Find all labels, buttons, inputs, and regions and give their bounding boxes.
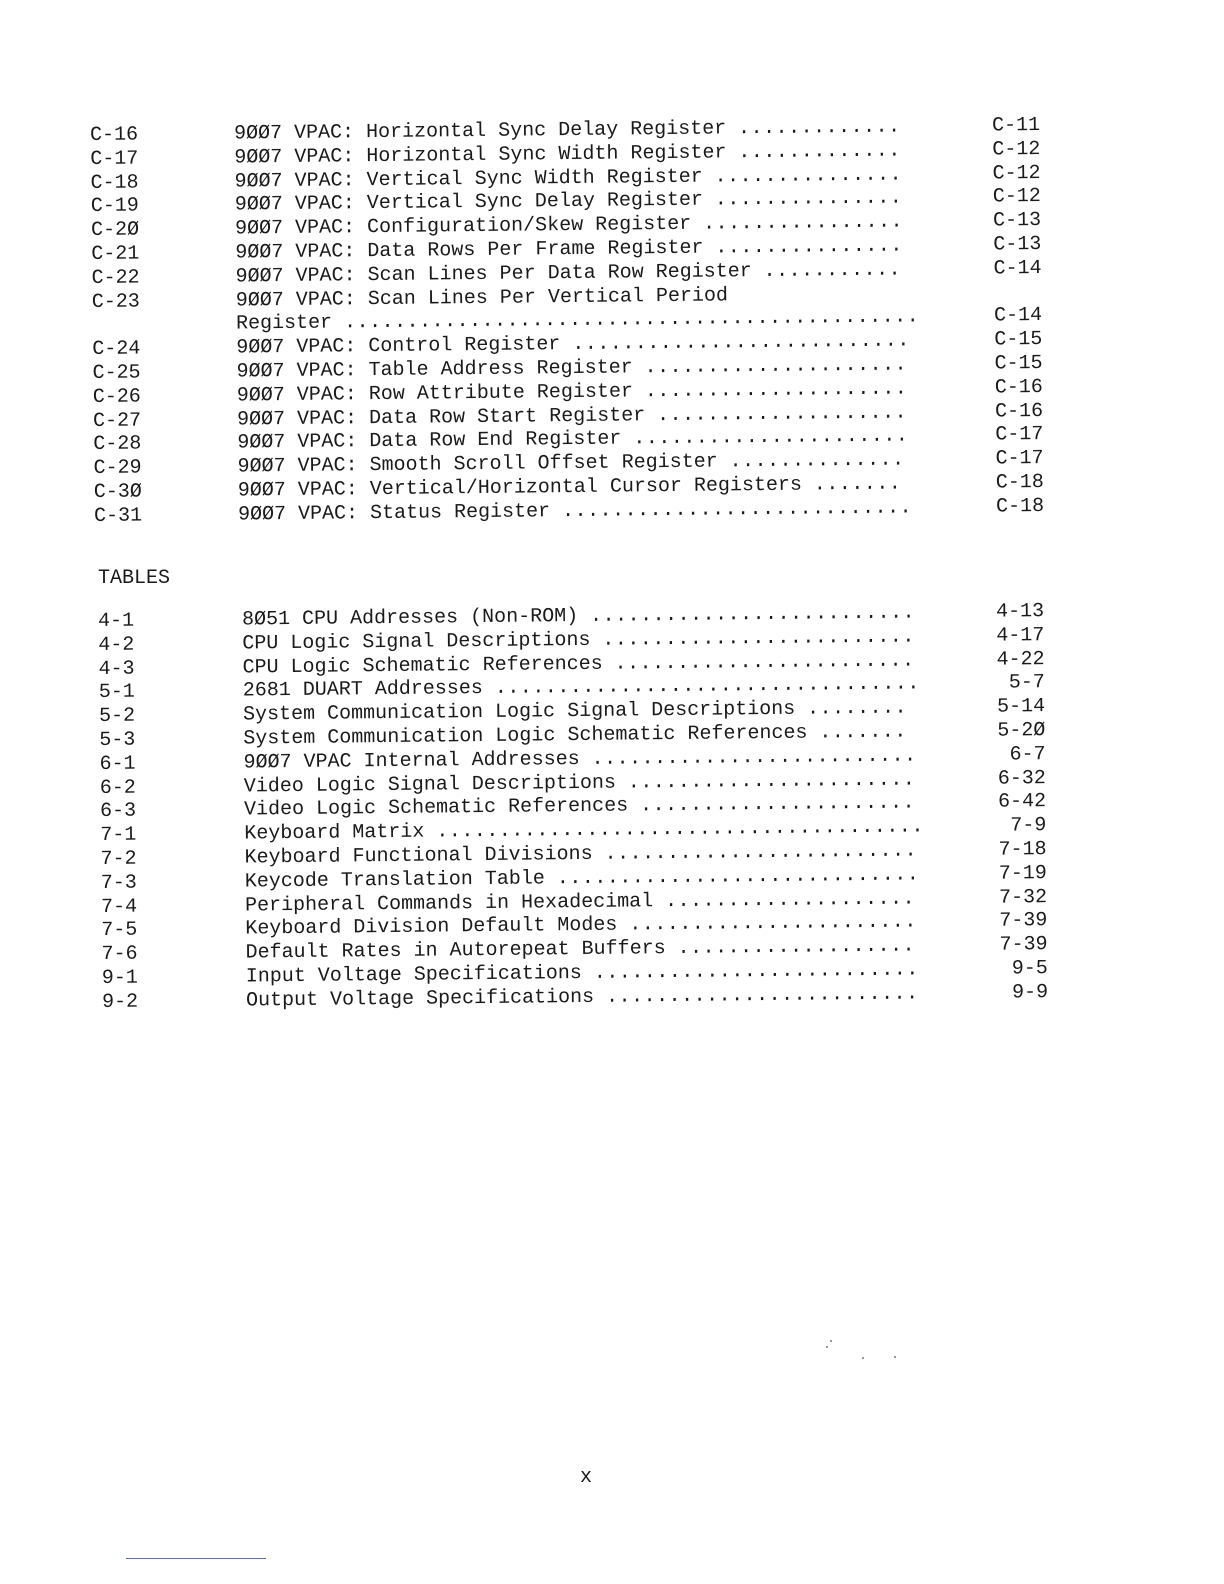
entry-number: 7-5	[101, 918, 138, 943]
dot-leader: ...................	[677, 934, 916, 961]
entry-page-ref: C-15	[994, 328, 1043, 352]
entry-number: C-18	[90, 171, 139, 195]
entry-title: 9ØØ7 VPAC: Horizontal Sync Delay Register	[233, 117, 727, 146]
entry-number: C-29	[93, 456, 142, 481]
entry-number: C-19	[90, 194, 140, 219]
dot-leader: ...............	[714, 163, 903, 189]
entry-title: 9ØØ7 VPAC: Data Rows Per Frame Register	[235, 236, 704, 265]
entry-title: 9ØØ7 VPAC: Scan Lines Per Vertical Period	[235, 283, 729, 313]
dot-leader: ..........................	[589, 601, 916, 628]
entry-number: C-28	[93, 432, 142, 457]
page-number: x	[580, 1466, 593, 1489]
entry-number: 7-4	[100, 895, 138, 919]
dot-leader: ..............................................	[343, 305, 920, 335]
dot-leader: .........................	[602, 625, 916, 652]
dot-leader: ......................	[633, 424, 909, 451]
entry-title: System Communication Logic Signal Descriptions	[242, 697, 796, 727]
entry-page-ref: 9-9	[1011, 980, 1049, 1005]
entry-title: Keycode Translation Table	[244, 867, 546, 894]
entry-title: 9ØØ7 VPAC: Scan Lines Per Data Row Register	[235, 259, 752, 289]
entry-title: System Communication Logic Schematic References	[243, 721, 808, 751]
entry-title: Keyboard Matrix	[244, 820, 425, 846]
dot-leader: .......	[813, 472, 902, 497]
entry-number: 5-3	[99, 728, 136, 752]
dot-leader: .........................	[605, 982, 919, 1009]
entry-page-ref: 6-7	[1009, 742, 1046, 767]
entry-number: C-31	[93, 504, 143, 528]
dot-leader: ....................	[656, 401, 908, 427]
entry-page-ref: 4-22	[996, 647, 1045, 672]
tables-heading: TABLES	[98, 567, 171, 590]
entry-number: C-27	[92, 409, 142, 433]
entry-page-ref: C-18	[995, 470, 1044, 495]
entry-page-ref: 7-39	[999, 909, 1048, 933]
entry-page-ref: 4-13	[995, 600, 1045, 624]
dot-leader: .....................	[644, 353, 908, 380]
dot-leader: .......................................	[436, 815, 925, 844]
entry-page-ref: 7-32	[998, 885, 1048, 910]
entry-page-ref: 6-42	[997, 790, 1047, 814]
entry-page-ref: C-16	[994, 375, 1043, 400]
dot-leader: ....................	[664, 887, 916, 913]
entry-page-ref: 6-32	[997, 766, 1046, 791]
entry-page-ref: C-12	[992, 161, 1041, 186]
entry-title: Output Voltage Specifications	[245, 985, 595, 1013]
entry-page-ref: C-13	[992, 209, 1042, 233]
entry-page-ref: C-18	[995, 494, 1045, 519]
dot-leader: ................	[702, 210, 904, 236]
figures-list	[90, 114, 1044, 528]
entry-title: 9ØØ7 VPAC: Status Register	[237, 499, 551, 527]
entry-number: 5-1	[98, 681, 136, 705]
dot-leader: ..........................	[591, 744, 917, 771]
dot-leader: .............	[737, 115, 901, 141]
dot-leader: ...........	[763, 258, 902, 283]
entry-page-ref: 7-19	[998, 861, 1047, 886]
entry-title: 9ØØ7 VPAC: Vertical Sync Width Register	[234, 165, 703, 194]
entry-title-continuation: Register	[235, 311, 333, 336]
entry-number: C-24	[92, 337, 141, 362]
entry-title: 9ØØ7 VPAC: Table Address Register	[236, 356, 633, 384]
entry-number: 9-1	[101, 966, 138, 990]
dot-leader: ..............	[729, 448, 905, 474]
entry-number: C-17	[90, 147, 139, 171]
entry-title: 2681 DUART Addresses	[242, 677, 484, 703]
entry-page-ref: 7-9	[1010, 814, 1047, 838]
entry-title: 9ØØ7 VPAC: Control Register	[236, 333, 561, 360]
entry-title: 9ØØ7 VPAC: Row Attribute Register	[236, 380, 634, 408]
entry-number: C-2Ø	[90, 218, 140, 243]
entry-number: C-21	[91, 242, 140, 266]
footnote-rule	[126, 1558, 266, 1559]
entry-title: Keyboard Division Default Modes	[245, 913, 618, 941]
entry-title: Default Rates in Autorepeat Buffers	[245, 937, 666, 965]
entry-page-ref: 4-17	[996, 623, 1045, 648]
entry-page-ref: C-11	[991, 114, 1041, 138]
speck	[826, 1346, 828, 1348]
entry-number: C-23	[91, 290, 140, 314]
dot-leader: ...........................	[572, 329, 911, 357]
entry-title: 8Ø51 CPU Addresses (Non-ROM)	[241, 604, 579, 632]
dot-leader: ...............	[715, 234, 903, 260]
entry-page-ref: C-17	[995, 423, 1044, 447]
entry-title: 9ØØ7 VPAC: Vertical Sync Delay Register	[234, 188, 704, 217]
entry-page-ref: 5-7	[1008, 671, 1045, 695]
entry-page-ref: 9-5	[1011, 957, 1048, 981]
entry-page-ref: C-12	[992, 185, 1041, 209]
entry-page-ref: C-12	[992, 137, 1041, 162]
entry-title: 9ØØ7 VPAC: Data Row Start Register	[236, 403, 646, 432]
entry-title: Peripheral Commands in Hexadecimal	[244, 889, 654, 918]
dot-leader: .....................	[644, 377, 908, 403]
entry-number: 6-3	[99, 799, 137, 824]
entry-number: C-26	[92, 385, 141, 409]
entry-number: 6-1	[99, 752, 136, 776]
entry-number: 5-2	[98, 704, 136, 729]
dot-leader: .............	[738, 139, 901, 165]
entry-title: 9ØØ7 VPAC Internal Addresses	[243, 747, 580, 775]
entry-number: C-25	[92, 361, 141, 385]
entry-title: 9ØØ7 VPAC: Data Row End Register	[237, 427, 622, 455]
entry-title: Input Voltage Specifications	[245, 961, 583, 989]
entry-number: 7-3	[100, 871, 137, 895]
entry-number: 7-1	[100, 823, 137, 848]
entry-number: 9-2	[101, 990, 139, 1014]
entry-number: 6-2	[99, 776, 136, 800]
entry-number: 7-6	[101, 942, 138, 967]
entry-page-ref: 5-14	[996, 695, 1046, 719]
entry-title: Keyboard Functional Divisions	[244, 842, 593, 870]
entry-number: C-16	[90, 123, 139, 147]
entry-page-ref: C-16	[994, 399, 1044, 424]
dot-leader: .........................	[604, 839, 918, 866]
entry-title: 9ØØ7 VPAC: Vertical/Horizontal Cursor Registers	[237, 473, 803, 503]
entry-page-ref: 7-39	[999, 933, 1048, 957]
dot-leader: ........	[806, 696, 908, 721]
entry-number: 4-3	[98, 657, 135, 681]
entry-page-ref: 7-18	[998, 838, 1047, 862]
dot-leader: ........................	[614, 649, 915, 676]
entry-title: Video Logic Signal Descriptions	[243, 771, 617, 799]
entry-page-ref: C-13	[993, 233, 1042, 257]
entry-title: 9ØØ7 VPAC: Configuration/Skew Register	[234, 212, 692, 241]
entry-title: 9ØØ7 VPAC: Smooth Scroll Offset Register	[237, 450, 718, 479]
entry-number: 7-2	[100, 847, 137, 871]
entry-page-ref: C-15	[994, 352, 1043, 376]
dot-leader: ..................................	[494, 672, 921, 701]
tables-list	[98, 600, 1048, 1014]
dot-leader: .......	[819, 720, 907, 745]
speck	[862, 1357, 864, 1359]
entry-page-ref: C-14	[993, 256, 1042, 281]
entry-title: CPU Logic Schematic References	[242, 652, 603, 680]
entry-page-ref: C-17	[995, 447, 1044, 471]
dot-leader: .......................	[629, 910, 917, 937]
entry-number: C-22	[91, 266, 140, 290]
speck	[894, 1356, 896, 1358]
dot-leader: .......................	[627, 768, 916, 795]
entry-page-ref: C-14	[993, 304, 1043, 328]
entry-title: CPU Logic Signal Descriptions	[242, 628, 591, 656]
dot-leader: ......................	[639, 791, 916, 818]
dot-leader: ............................	[561, 496, 913, 523]
entry-title: Video Logic Schematic References	[243, 794, 629, 822]
entry-number: C-3Ø	[93, 480, 142, 504]
entry-title: 9ØØ7 VPAC: Horizontal Sync Width Register	[234, 141, 727, 170]
dot-leader: .............................	[556, 863, 920, 890]
dot-leader: ...............	[714, 186, 903, 212]
entry-number: 4-1	[98, 609, 135, 633]
dot-leader: ..........................	[593, 958, 919, 985]
entry-page-ref: 5-2Ø	[997, 719, 1046, 743]
speck	[830, 1340, 832, 1342]
entry-number: 4-2	[98, 633, 135, 657]
